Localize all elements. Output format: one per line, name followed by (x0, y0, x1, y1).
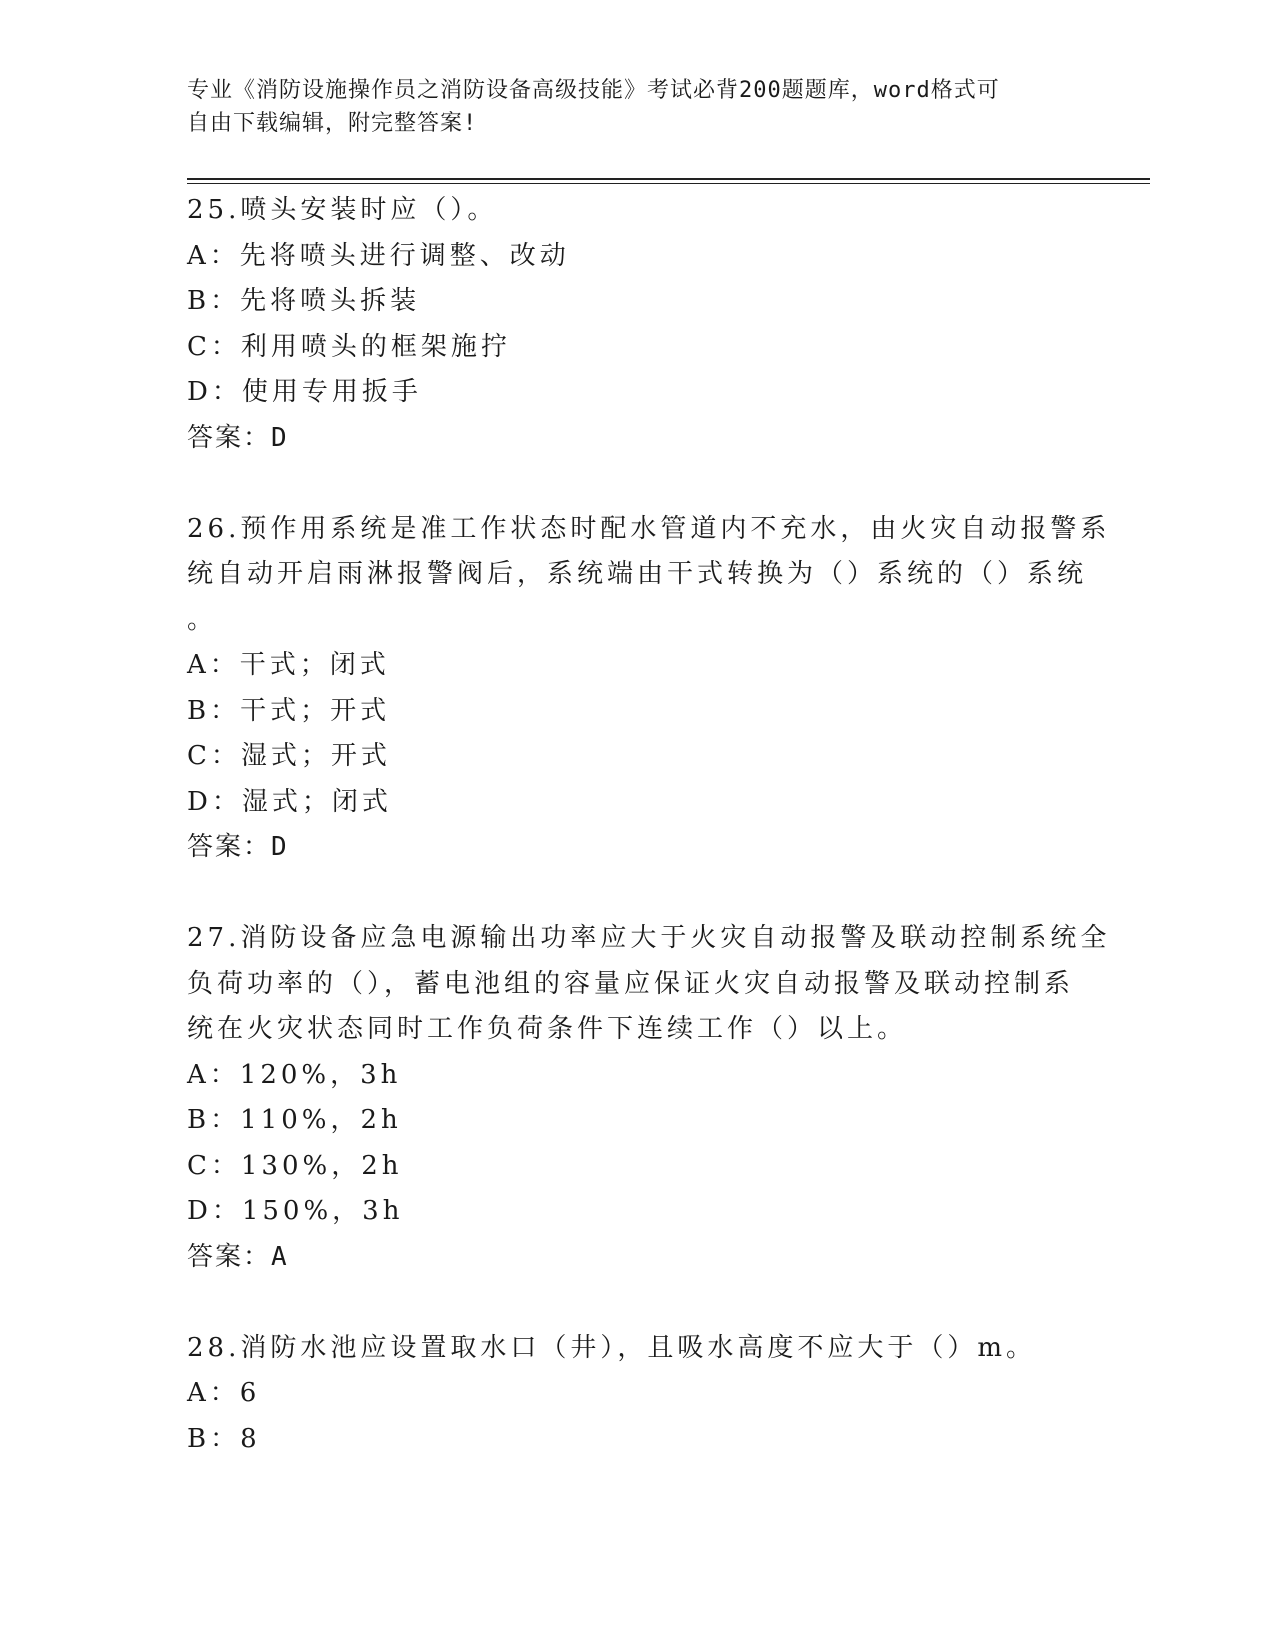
question-28 (187, 1326, 1087, 1463)
header-line-2: 自由下载编辑，附完整答案! (187, 111, 478, 136)
question-list (187, 188, 1111, 1462)
document-header (187, 74, 1087, 140)
question-stem: 27.消防设备应急电源输出功率应大于火灾自动报警及联动控制系统全 (187, 923, 1111, 953)
option-c: C：130%，2h (187, 1150, 403, 1181)
question-stem: 统在火灾状态同时工作负荷条件下连续工作（）以上。 (187, 1014, 908, 1044)
option-b: B：8 (187, 1423, 261, 1454)
question-stem: 。 (187, 604, 218, 635)
question-stem: 25.喷头安装时应（）。 (187, 195, 498, 225)
question-stem: 28.消防水池应设置取水口（井），且吸水高度不应大于（）m。 (187, 1332, 1037, 1363)
option-b: B：110%，2h (187, 1105, 402, 1135)
spacer (187, 1280, 1087, 1326)
option-a: A：120%，3h (187, 1059, 402, 1090)
option-b: B：干式；开式 (187, 695, 391, 726)
option-b: B：先将喷头拆装 (187, 286, 421, 316)
header-divider-thick (187, 178, 1150, 180)
option-a: A：先将喷头进行调整、改动 (187, 240, 570, 271)
header-line-1: 专业《消防设施操作员之消防设备高级技能》考试必背200题题库，word格式可 (187, 78, 1000, 103)
question-stem: 统自动开启雨淋报警阀后，系统端由干式转换为（）系统的（）系统 (187, 559, 1088, 589)
question-stem: 负荷功率的（），蓄电池组的容量应保证火灾自动报警及联动控制系 (187, 968, 1075, 999)
answer: 答案：D (187, 832, 289, 862)
question-stem: 26.预作用系统是准工作状态时配水管道内不充水，由火灾自动报警系 (187, 513, 1111, 544)
answer: 答案：A (187, 1241, 289, 1272)
question-26 (187, 507, 1111, 871)
option-c: C：利用喷头的框架施拧 (187, 331, 511, 362)
spacer (187, 871, 1087, 917)
option-d: D：使用专用扳手 (187, 377, 422, 407)
option-a: A：干式；闭式 (187, 650, 390, 680)
option-c: C：湿式；开式 (187, 741, 391, 771)
option-d: D：150%，3h (187, 1196, 404, 1226)
answer: 答案：D (187, 422, 289, 453)
option-d: D：湿式；闭式 (187, 786, 392, 817)
question-27 (187, 916, 1111, 1280)
option-a: A：6 (187, 1378, 261, 1408)
question-25 (187, 188, 1087, 461)
header-divider-thin (187, 183, 1150, 184)
spacer (187, 461, 1087, 507)
